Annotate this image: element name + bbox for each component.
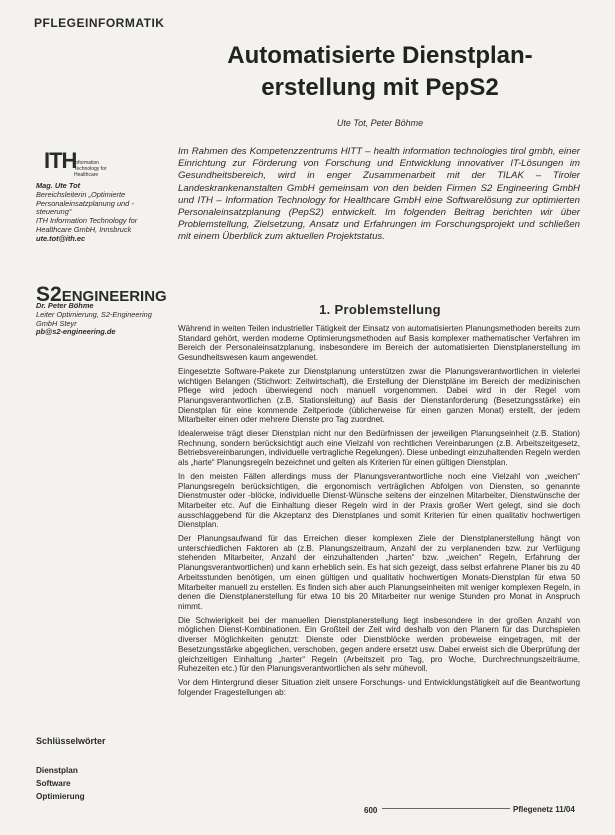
keywords-list (36, 764, 85, 803)
author2-role: Leiter Optimierung, S2-Engineering GmbH Steyr (36, 309, 152, 328)
paragraph: Der Planungsaufwand für das Erreichen dieser komplexen Ziele der Dienstplanerstellung hängt von unterschiedlichen Faktoren ab (z.B. Planungszeitraum, Anzahl der zu verplanenden bzw. zur Verfügung stehenden Mitarbeiter, Anzahl der einzuhaltenden „harten“ bzw. „weichen“ Regeln, Erfahrung der Planungsverantwortlichen) und kann erheblich sein. Es hat sich gezeigt, dass selbst erfahrene Planer bis zu 40 Arbeitsstunden benötigen, um einen gültigen und qualitativ hochwertigen Monats-Dienstplan für etwa 50 Mitarbeiter manuell zu erstellen. Es finden sich aber auch Planungseinheiten mit weniger komplexen Regeln, in denen die Dienstplanerstellung für etwa 10 bis 20 Mitarbeiter nur wenige Stunden pro Monat in Anspruch nimmt. (178, 534, 580, 611)
author1-email: ute.tot@ith.ec (36, 233, 86, 243)
paragraph: In den meisten Fällen allerdings muss der Planungsverantwortliche noch eine Vielzahl von „weichen“ Planungsregeln berücksichtigen, die ergonomisch verträglichen Abfolgen von Diensten, so genannte Dienstmuster oder -blöcke, individuelle Dienst-Wünsche seitens der einzelnen Mitarbeiter, Dienstwünsche der Mitarbeiter etc. Auf die Einhaltung dieser Regeln wird in der Praxis großer Wert gelegt, sind sie doch ausschlaggebend für die Akzeptanz des Dienstplanes und somit Kriterien für einen qualitativ hochwertigen Dienstplan. (178, 471, 580, 530)
title-line-1: Automatisierte Dienstplan- (227, 42, 533, 69)
author1-org: ITH Information Technology for Healthcare GmbH, Innsbruck (36, 216, 138, 234)
paragraph: Vor dem Hintergrund dieser Situation zielt unsere Forschungs- und Entwicklungstätigkeit auf die Beantwortung folgender Fragestellungen ab: (178, 677, 580, 697)
author2-email: pb@s2-engineering.de (36, 327, 116, 337)
author1-name: Mag. Ute Tot (36, 181, 81, 190)
paragraph: Idealerweise trägt dieser Dienstplan nicht nur den Bedürfnissen der jeweiligen Planungseinheit (z.B. Station) Rechnung, sondern berücksichtigt auch eine Vielzahl von rechtlichen Vereinbarungen (z.B. Arbeitszeitgesetz, Betriebsvereinbarungen, individuelle vertragliche Regelungen). Diese unbedingt einzuhaltenden Regeln werden als „harte“ Planungsregeln bezeichnet und gelten als Kriterien für einen gültigen Dienstplan. (178, 429, 580, 468)
author1-role: Bereichsleiterin „Optimierte Personaleinsatzplanung und -steuerung“ (36, 189, 134, 217)
footer-divider (382, 808, 510, 809)
ith-logo-subtitle: Information Technology for Healthcare (74, 160, 107, 178)
paragraph: Während in weiten Teilen industrieller Tätigkeit der Einsatz von automatisierten Planungsmethoden bereits zum Standard gehört, werden moderne Optimierungsmethoden auf Basis komplexer mathematischer Verfahren im Bereich der Personaleinsatzplanung, insbesondere im Bereich der automatisierten Dienstplanerstellung im Gesundheitswesen kaum angewendet. (178, 324, 580, 363)
s2-logo-text: ENGINEERING (61, 288, 167, 305)
paragraph: Die Schwierigkeit bei der manuellen Dienstplanerstellung liegt insbesondere in der großen Anzahl von möglichen Dienst-Kombinationen. Ein Großteil der Zeit wird deshalb von den Planern für das Durchspielen diverser Möglichkeiten genutzt: Dienste oder Dienstblöcke werden probeweise eingetragen, mit der Besetzungsstärke abgeglichen, verschoben, gegen andere ersetzt usw. Dabei erweist sich die Überprüfung der gleichzeitigen Einhaltung „harter“ Regeln (Arbeitszeit pro Tag, pro Woche, Durchrechnungszeiträume, Ruhezeiten etc.) für den Planungsverantwortlichen als sehr mühevoll. (178, 615, 580, 674)
abstract: Im Rahmen des Kompetenzzentrums HITT – health information technologies tirol gmbh, einer Einrichtung zur Förderung von Forschung und Entwicklung innovativer IT-Lösungen im Gesundheitsbereich, wird in enger Zusammenarbeit mit der TILAK – Tiroler Landeskrankenanstalten GmbH gemeinsam von den beiden Firmen S2 Engineering GmbH und ITH – Information Technology for Healthcare GmbH eine Softwarelösung zur optimierten Personaleinsatzplanung (PepS2) entwickelt. Im folgenden Beitrag berichten wir über Problemstellung, Zielsetzung, Ansatz und Erfahrungen im Forschungsprojekt und schließen mit einem Überblick zum aktuellen Projektstatus. (178, 146, 580, 243)
author1-box (36, 182, 164, 244)
page-number: 600 (364, 806, 378, 815)
body-text (178, 324, 580, 701)
author2-box (36, 302, 164, 337)
author2-name: Dr. Peter Böhme (36, 301, 94, 310)
author-line: Ute Tot, Peter Böhme (336, 118, 424, 128)
keyword: Optimierung (36, 792, 85, 801)
section-heading: 1. Problemstellung (319, 302, 441, 317)
title-line-2: erstellung mit PepS2 (261, 74, 499, 101)
s2-logo-prefix: S2 (36, 283, 62, 306)
paragraph: Eingesetzte Software-Pakete zur Dienstplanung unterstützen zwar die Planungsverantwortlichen in vielerlei wichtigen Belangen (Stichwort: Zeitwirtschaft), die Erstellung der Dienstpläne im Bereich der medizinischen Pflege wird jedoch überwiegend noch manuell vorgenommen. Dabei wird in der Regel vom Planungsverantwortlichen (z.B. Stationsleitung) auf Basis der Dienstanforderung (Besetzungsstärke) ein Dienstplan für eine kommende Zeitperiode (üblicherweise für einen ganzen Monat) erstellt, der jedem Mitarbeiter einen oder mehrere Dienste pro Tag zuordnet. (178, 366, 580, 425)
keyword: Software (36, 779, 71, 788)
journal-issue: Pflegenetz 11/04 (513, 805, 575, 814)
section-label: PFLEGEINFORMATIK (34, 16, 165, 30)
article-title (180, 40, 580, 104)
keywords-heading: Schlüsselwörter (36, 736, 106, 746)
keyword: Dienstplan (36, 766, 78, 775)
ith-logo: ITH (44, 148, 77, 173)
